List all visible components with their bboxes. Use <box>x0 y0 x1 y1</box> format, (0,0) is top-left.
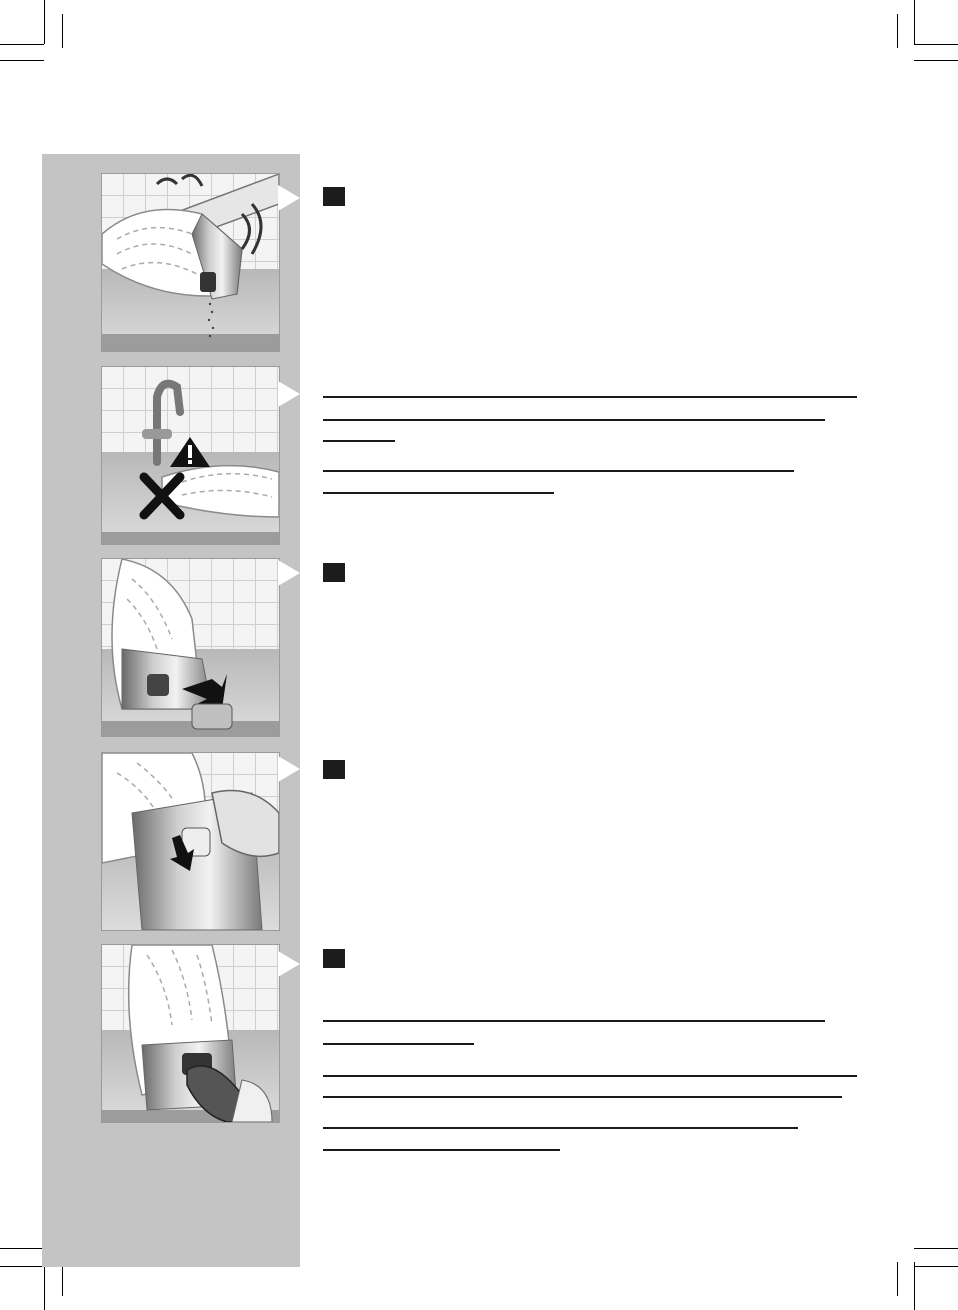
crop-mark <box>914 1262 915 1310</box>
caution-rule <box>323 419 825 421</box>
no-tap-water-warning-illustration <box>101 366 280 545</box>
pointer-notch <box>278 951 300 977</box>
crop-mark <box>914 1266 958 1267</box>
crop-mark <box>897 14 898 48</box>
crop-mark <box>62 1262 63 1296</box>
caution-rule <box>323 492 554 494</box>
press-valve-illustration <box>101 752 280 931</box>
step-number-box <box>323 563 345 582</box>
crop-mark <box>897 1262 898 1296</box>
pointer-notch <box>278 756 300 782</box>
pointer-notch <box>278 560 300 586</box>
caution-rule <box>323 1096 842 1098</box>
pointer-notch <box>278 381 300 407</box>
crop-mark <box>0 60 44 61</box>
caution-rule <box>323 470 794 472</box>
step-number-box <box>323 949 345 968</box>
caution-rule <box>323 1020 825 1022</box>
caution-rule <box>323 1043 474 1045</box>
caution-rule <box>323 1127 798 1129</box>
crop-mark <box>0 1248 44 1249</box>
crop-mark <box>0 1266 44 1267</box>
step-number-box <box>323 760 345 779</box>
crop-mark <box>914 44 958 45</box>
crop-mark <box>914 0 915 44</box>
step-number-box <box>323 187 345 206</box>
caution-rule <box>323 396 857 398</box>
crop-mark <box>44 0 45 44</box>
caution-rule <box>323 1149 560 1151</box>
crop-mark <box>914 1248 958 1249</box>
insert-calc-clean-valve-illustration <box>101 558 280 737</box>
iron-shaking-over-sink-illustration <box>101 173 280 352</box>
crop-mark <box>914 60 958 61</box>
caution-rule <box>323 440 395 442</box>
crop-mark <box>0 44 44 45</box>
caution-rule <box>323 1075 857 1077</box>
crop-mark <box>62 14 63 48</box>
wipe-valve-illustration <box>101 944 280 1123</box>
crop-mark <box>44 1262 45 1310</box>
pointer-notch <box>278 185 300 211</box>
